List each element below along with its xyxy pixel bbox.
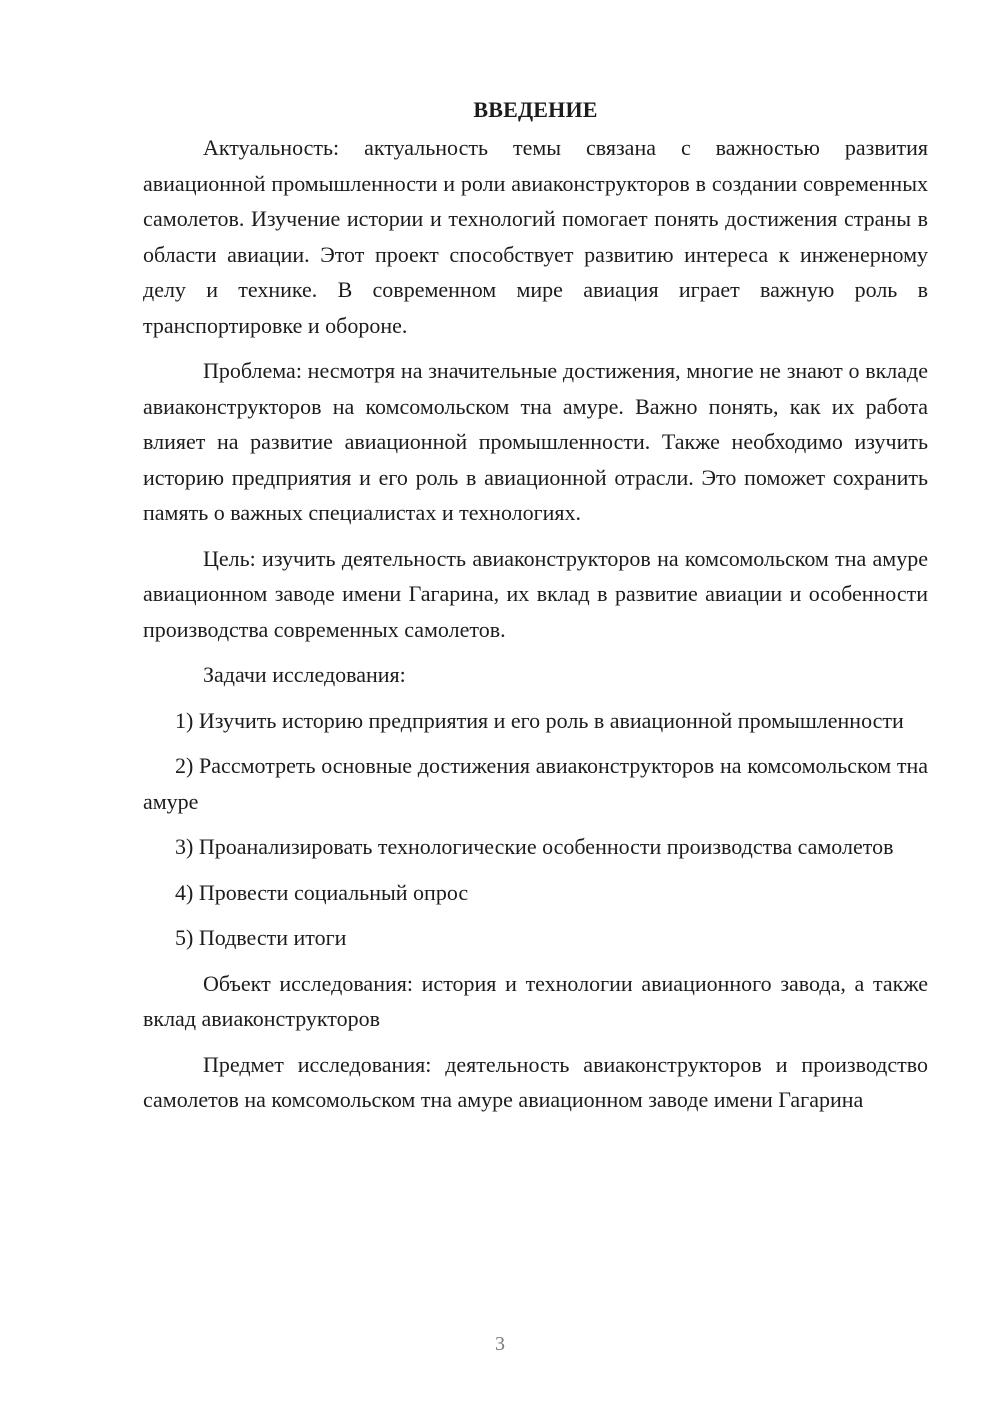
task-item: 3) Проанализировать технологические особенности производства самолетов <box>175 834 894 859</box>
paragraph-object: Объект исследования: история и технологии авиационного завода, а также вклад авиаконструкторов <box>143 970 928 1031</box>
document-page <box>143 90 928 1128</box>
task-item: 4) Провести социальный опрос <box>175 879 469 905</box>
task-item: 2) Рассмотреть основные достижения авиаконструкторов на комсомольском тна амуре <box>143 753 928 814</box>
paragraph-subject: Предмет исследования: деятельность авиаконструкторов и производство самолетов на комсомольском тна амуре авиационном заводе имени Гагарина <box>143 1051 928 1112</box>
paragraph-goal: Цель: изучить деятельность авиаконструкторов на комсомольском тна амуре авиационном заводе имени Гагарина, их вклад в развитие авиации и особенности производства современных самолетов. <box>143 545 928 642</box>
paragraph-problem: Проблема: несмотря на значительные достижения, многие не знают о вкладе авиаконструкторов на комсомольском тна амуре. Важно понять, как их работа влияет на развитие авиационной промышленности. Также необходимо изучить историю предприятия и его роль в авиационной отрасли. Это поможет сохранить память о важных специалистах и технологиях. <box>143 358 928 525</box>
task-item: 5) Подвести итоги <box>175 925 347 950</box>
task-item: 1) Изучить историю предприятия и его роль в авиационной промышленности <box>175 707 904 733</box>
paragraph-relevance: Актуальность: актуальность темы связана с важностью развития авиационной промышленности и роли авиаконструкторов в создании современных самолетов. Изучение истории и технологий помогает понять достижения страны в области авиации. Этот проект способствует развитию интереса к инженерному делу и технике. В современном мире авиация играет важную роль в транспортировке и обороне. <box>143 135 928 338</box>
page-number: 3 <box>495 1333 505 1355</box>
section-title: ВВЕДЕНИЕ <box>473 97 598 122</box>
paragraph-tasks-heading: Задачи исследования: <box>203 662 406 687</box>
